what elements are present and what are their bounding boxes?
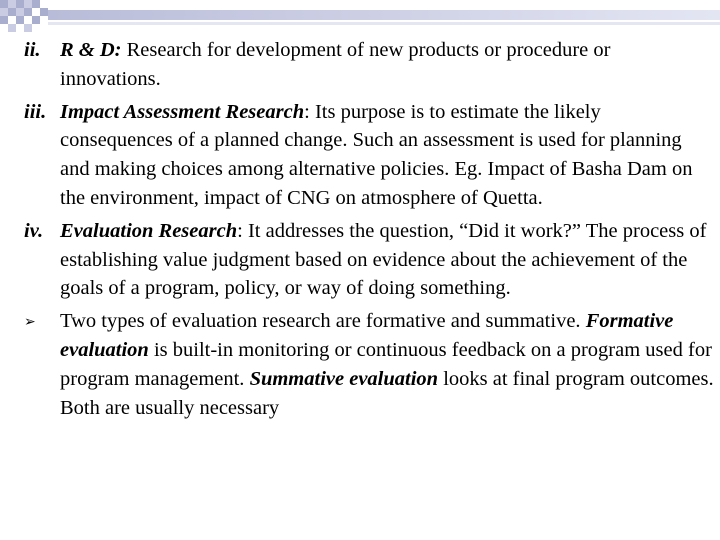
list-item-rnd [24, 36, 714, 94]
item-text: Research for development of new products or procedure or innovations. [60, 39, 611, 90]
term-impact-assessment: Impact Assessment Research [60, 100, 305, 123]
item-text: is built-in monitoring or continuous feedback on a program used for program management. [60, 338, 712, 390]
item-text: It addresses the question, “Did it work?” The process of establishing value judgment based on evidence about the achievement of the goals of a program, policy, or way of doing something. [60, 219, 707, 300]
content-area [24, 36, 714, 426]
term-evaluation-research: Evaluation Research [60, 219, 238, 242]
item-text: Its purpose is to estimate the likely consequences of a planned change. Such an assessment is used for planning and making choices among alternative policies. Eg. Impact of Basha Dam on the environment, impact of CNG on atmosphere of Quetta. [60, 100, 693, 209]
list-marker: iv. [24, 219, 44, 242]
arrow-bullet-icon: ➢ [24, 314, 36, 331]
term-rnd: R & D: [60, 39, 122, 61]
term-formative-evaluation: Formative evaluation [60, 310, 674, 361]
term-separator: : [304, 100, 310, 123]
list-item-evaluation-research [24, 217, 714, 303]
item-text: looks at final program outcomes. Both are usually necessary [60, 367, 714, 419]
checkered-header-decoration [0, 0, 720, 36]
list-item-evaluation-types [24, 307, 714, 422]
list-marker: iii. [24, 100, 47, 123]
term-separator: : [237, 219, 243, 242]
term-summative-evaluation: Summative evaluation [249, 367, 439, 390]
list-marker: ii. [24, 39, 41, 61]
item-text: Two types of evaluation research are formative and summative. [60, 310, 586, 333]
list-item-impact-assessment [24, 98, 714, 213]
